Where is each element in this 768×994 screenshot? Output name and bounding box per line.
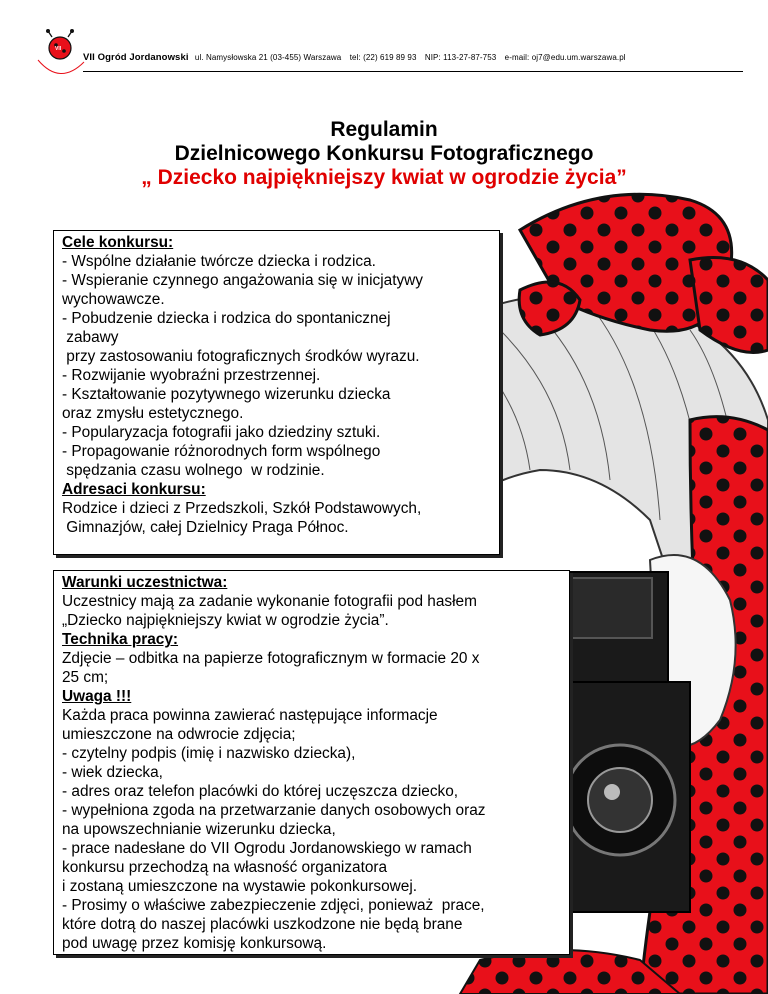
goals-line: zabawy — [62, 329, 119, 346]
audience-line: Gimnazjów, całej Dzielnicy Praga Północ. — [62, 519, 349, 536]
note-line: - wiek dziecka, — [62, 764, 163, 781]
goals-line: - Wspieranie czynnego angażowania się w inicjatywy — [62, 272, 423, 289]
document-title — [0, 118, 768, 190]
note-line: konkursu przechodzą na własność organizatora — [62, 859, 388, 876]
technique-line: 25 cm; — [62, 669, 109, 686]
title-line-2: Dzielnicowego Konkursu Fotograficznego — [174, 142, 594, 165]
note-line: - czytelny podpis (imię i nazwisko dziecka), — [62, 745, 356, 762]
letterhead-text — [83, 52, 632, 63]
goals-line: - Pobudzenie dziecka i rodzica do spontanicznej — [62, 310, 391, 327]
audience-line: Rodzice i dzieci z Przedszkoli, Szkół Podstawowych, — [62, 500, 422, 517]
goals-heading: Cele konkursu: — [62, 234, 174, 251]
conditions-heading: Warunki uczestnictwa: — [62, 574, 228, 591]
note-line: i zostaną umieszczone na wystawie pokonkursowej. — [62, 878, 418, 895]
note-line: - adres oraz telefon placówki do której uczęszcza dziecko, — [62, 783, 459, 800]
note-line: - wypełniona zgoda na przetwarzanie danych osobowych oraz — [62, 802, 486, 819]
goals-line: - Wspólne działanie twórcze dziecka i rodzica. — [62, 253, 376, 270]
conditions-box — [53, 570, 570, 955]
title-line-1: Regulamin — [330, 118, 438, 141]
note-line: które dotrą do naszej placówki uszkodzone nie będą brane — [62, 916, 463, 933]
note-line: umieszczone na odwrocie zdjęcia; — [62, 726, 296, 743]
kindergarten-logo — [30, 28, 90, 90]
goals-line: - Popularyzacja fotografii jako dziedziny sztuki. — [62, 424, 381, 441]
goals-line: - Kształtowanie pozytywnego wizerunku dziecka — [62, 386, 391, 403]
goals-list — [62, 252, 499, 480]
conditions-line: Uczestnicy mają za zadanie wykonanie fotografii pod hasłem — [62, 593, 477, 610]
goals-line: - Rozwijanie wyobraźni przestrzennej. — [62, 367, 321, 384]
nip-number: NIP: 113-27-87-753 — [424, 53, 497, 62]
goals-line: wychowawcze. — [62, 291, 165, 308]
conditions-line: „Dziecko najpiękniejszy kwiat w ogrodzie życia”. — [62, 612, 389, 629]
header-divider — [83, 71, 743, 72]
goals-line: oraz zmysłu estetycznego. — [62, 405, 244, 422]
note-line: pod uwagę przez komisję konkursową. — [62, 935, 327, 952]
note-line: - Prosimy o właściwe zabezpieczenie zdjęci, ponieważ prace, — [62, 897, 485, 914]
email: e-mail: oj7@edu.um.warszawa.pl — [504, 53, 626, 62]
goals-box — [53, 230, 500, 555]
contest-motto: „ Dziecko najpiękniejszy kwiat w ogrodzie życia” — [141, 166, 627, 189]
goals-line: przy zastosowaniu fotograficznych środków wyrazu. — [62, 348, 420, 365]
letterhead — [30, 28, 720, 76]
note-line: na upowszechnianie wizerunku dziecka, — [62, 821, 336, 838]
address: ul. Namysłowska 21 (03-455) Warszawa — [194, 53, 342, 62]
technique-heading: Technika pracy: — [62, 631, 179, 648]
note-heading: Uwaga !!! — [62, 688, 132, 705]
svg-text:VII: VII — [55, 46, 62, 52]
goals-line: spędzania czasu wolnego w rodzinie. — [62, 462, 325, 479]
organization-name: VII Ogród Jordanowski — [83, 52, 189, 63]
audience-heading: Adresaci konkursu: — [62, 481, 206, 498]
note-line: - prace nadesłane do VII Ogrodu Jordanowskiego w ramach — [62, 840, 472, 857]
goals-line: - Propagowanie różnorodnych form wspólnego — [62, 443, 381, 460]
phone: tel: (22) 619 89 93 — [349, 53, 417, 62]
technique-line: Zdjęcie – odbitka na papierze fotograficznym w formacie 20 x — [62, 650, 480, 667]
note-line: Każda praca powinna zawierać następujące informacje — [62, 707, 438, 724]
